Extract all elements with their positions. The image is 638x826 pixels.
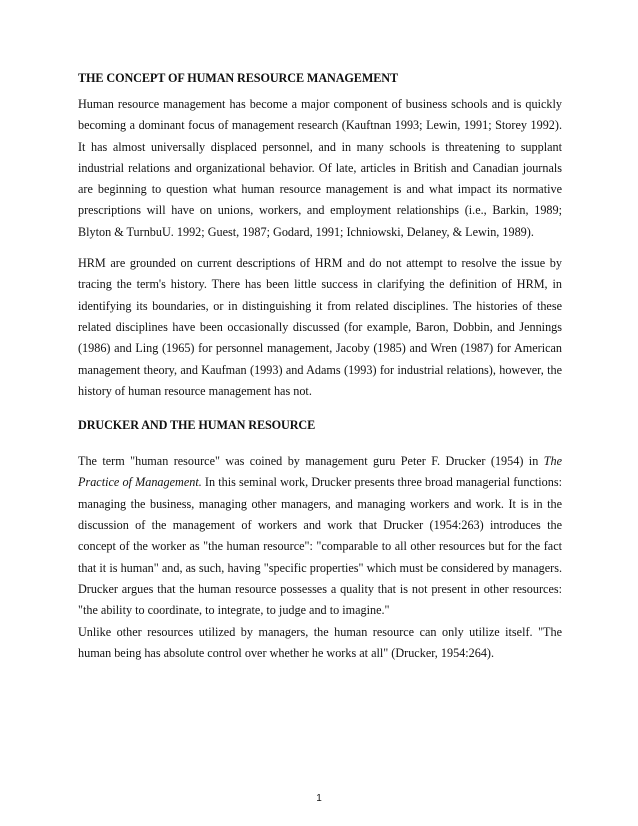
paragraph-hrm-history: HRM are grounded on current descriptions of HRM and do not attempt to resolve the issue by tracing the term's history. There has been little success in clarifying the definition of HRM, in identifying its boundaries, or in distinguishing it from related disciplines. The histories of these related disciplines have been occasionally discussed (for example, Baron, Dobbin, and Jennings (1986) and Ling (1965) for personnel management, Jacoby (1985) and Wren (1987) for American management theory, and Kaufman (1993) and Adams (1993) for industrial relations), however, the history of human resource management has not. (78, 256, 562, 398)
section-drucker (78, 417, 562, 433)
paragraph-drucker-control: Unlike other resources utilized by managers, the human resource can only utilize itself. "The human being has absolute control over whether he works at all" (Drucker, 1954:264). (78, 624, 562, 660)
section-heading-drucker: DRUCKER AND THE HUMAN RESOURCE (78, 418, 316, 433)
paragraph-drucker-term-end: In this seminal work, Drucker presents three broad managerial functions: managing the business, managing other managers, and managing workers and work. It is in the discussion of the management of workers and work that Drucker (1954:263) introduces the concept of the worker as "the human resource": "comparable to all other resources but for the fact that it is human" and, as such, having "specific properties" which must be considered by managers. Drucker argues that the human resource possesses a quality that is not present in other resources: "the ability to coordinate, to integrate, to judge and to imagine." (78, 475, 562, 618)
section-heading-hrm-concept: THE CONCEPT OF HUMAN RESOURCE MANAGEMENT (78, 71, 398, 85)
paragraph-drucker-term-start: The term "human resource" was coined by management guru Peter F. Drucker (1954) in (78, 454, 544, 469)
page-number: 1 (316, 793, 322, 804)
paragraph-hrm-intro: Human resource management has become a major component of business schools and is quickly becoming a dominant focus of management research (Kauftnan 1993; Lewin, 1991; Storey 1992). It has almost universally displaced personnel, and in many schools is threatening to supplant industrial relations and organizational behavior. Of late, articles in British and Canadian journals are beginning to question what human resource management is and what impact its normative prescriptions will have on unions, workers, and employment relationships (i.e., Barkin, 1989; Blyton & TurnbuU. 1992; Guest, 1987; Godard, 1991; Ichniowski, Delaney, & Lewin, 1989). (78, 97, 562, 239)
book-title: The Practice of Management. (78, 454, 562, 490)
paragraph-drucker-term (78, 451, 562, 621)
document-page (78, 70, 562, 664)
